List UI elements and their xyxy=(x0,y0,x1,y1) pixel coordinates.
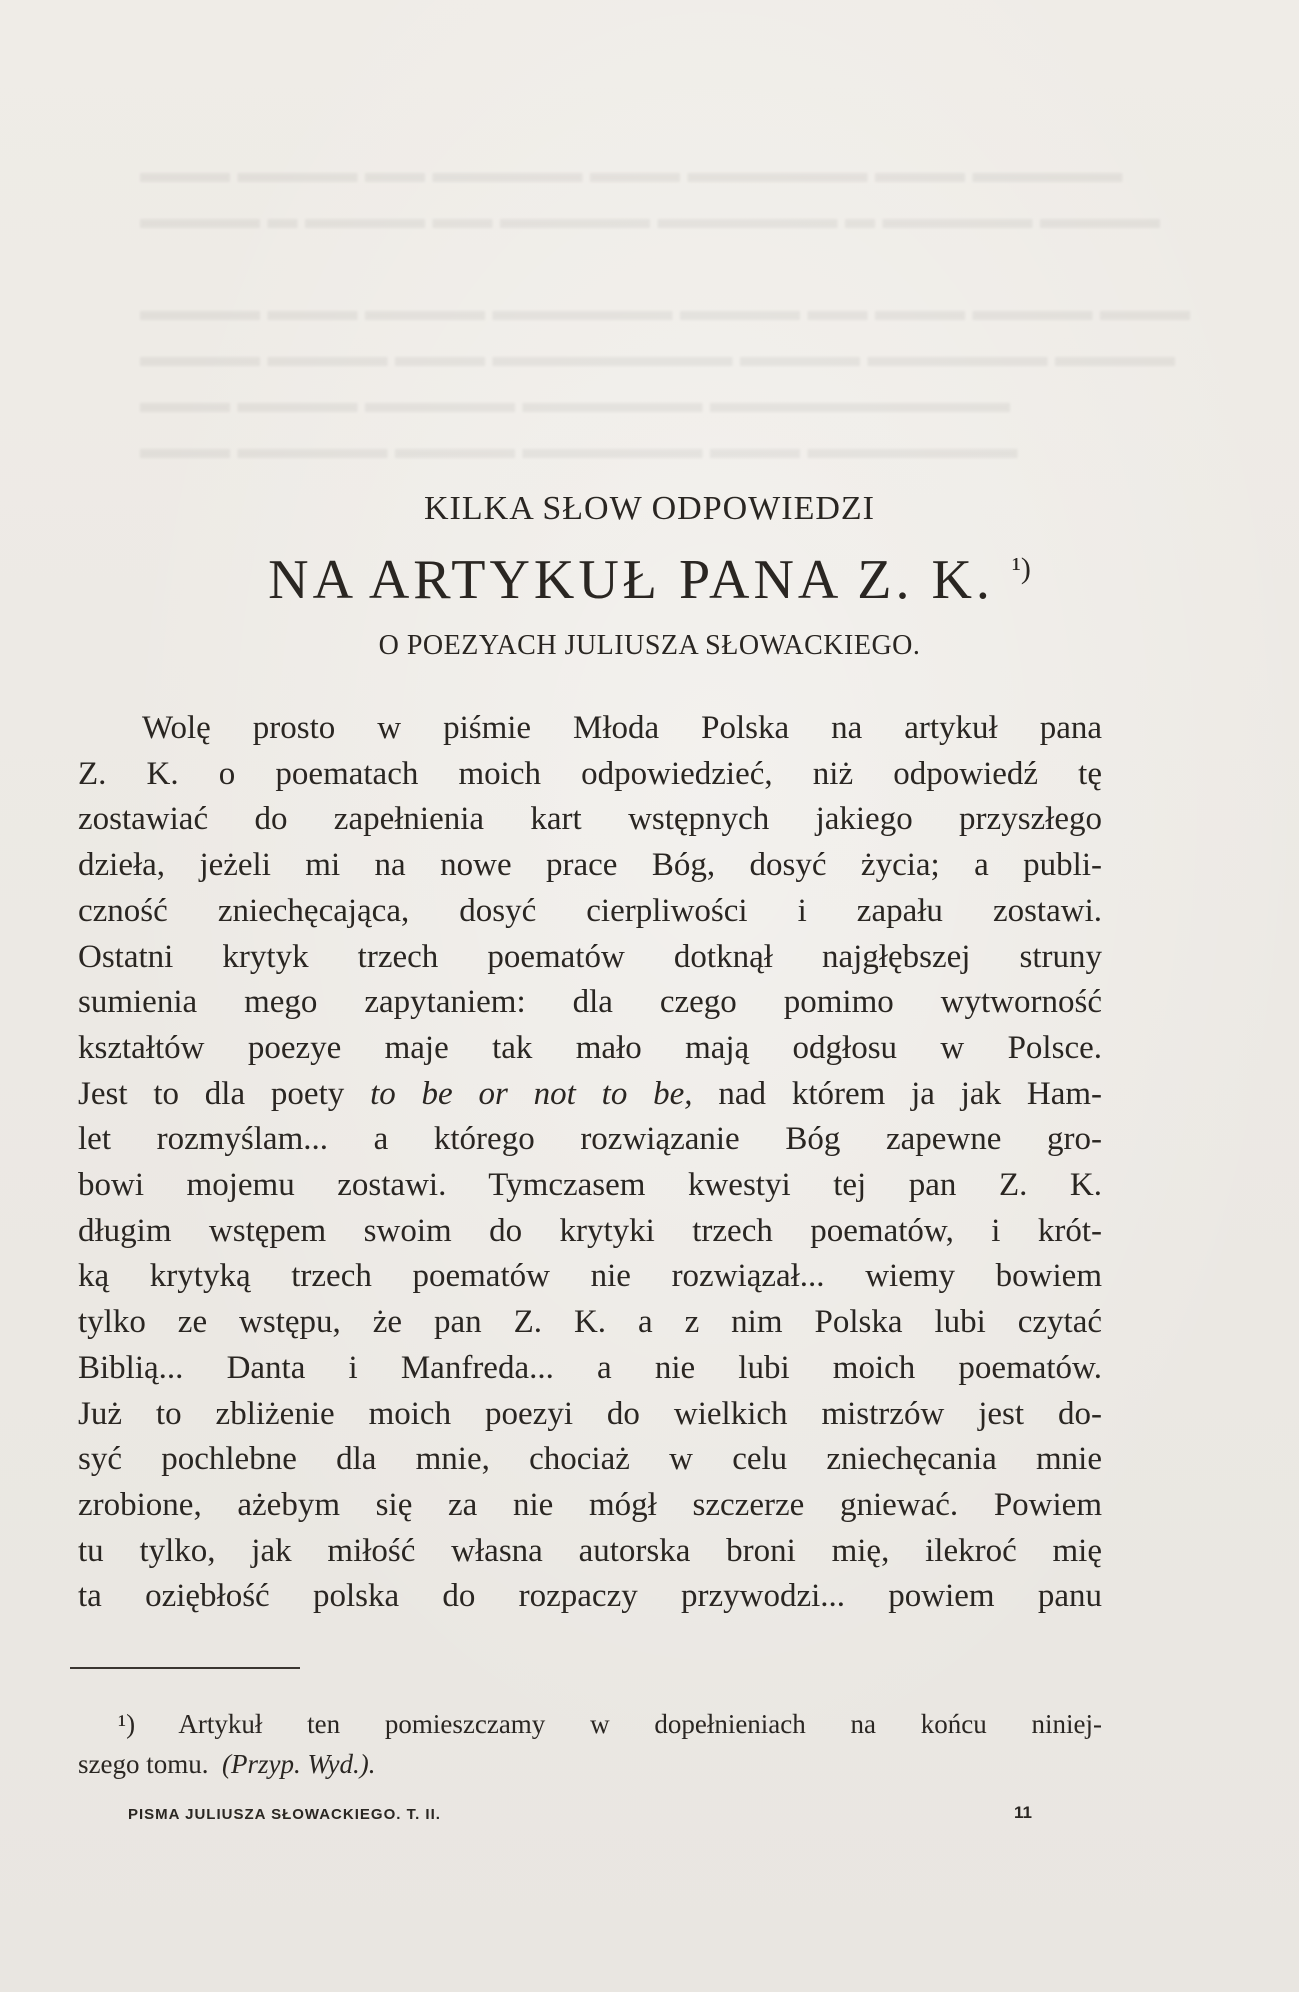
title-line-3: O POEZYACH JULIUSZA SŁOWACKIEGO. xyxy=(378,630,921,661)
main-paragraph xyxy=(78,706,1102,1620)
body-line: zostawiać do zapełnienia kart wstępnych jakiego przyszłego xyxy=(78,801,1102,838)
body-line: tylko ze wstępu, że pan Z. K. a z nim Polska lubi czytać xyxy=(78,1304,1102,1341)
body-line: ką krytyką trzech poematów nie rozwiązał... wiemy bowiem xyxy=(78,1258,1102,1295)
body-line: ta oziębłość polska do rozpaczy przywodzi... powiem panu xyxy=(78,1578,1102,1615)
title-line-1: KILKA SŁOW ODPOWIEDZI xyxy=(424,490,875,527)
footnote-line-2 xyxy=(78,1744,1102,1784)
title-line-2 xyxy=(0,548,1299,612)
body-line: Z. K. o poematach moich odpowiedzieć, niż odpowiedź tę xyxy=(78,755,1102,792)
title-line-2-text: NA ARTYKUŁ PANA Z. K. xyxy=(268,549,994,611)
body-line: czność zniechęcająca, dosyć cierpliwości i zapału zostawi. xyxy=(78,892,1102,929)
body-line: kształtów poezye maje tak mało mają odgłosu w Polsce. xyxy=(78,1029,1102,1066)
body-line-end: nad którem ja jak Ham- xyxy=(718,1075,1103,1112)
body-line: bowi mojemu zostawi. Tymczasem kwestyi tej pan Z. K. xyxy=(78,1167,1102,1204)
italic-quote: to be or not to be, xyxy=(370,1075,693,1112)
body-line: let rozmyślam... a którego rozwiązanie Bóg zapewne gro- xyxy=(78,1121,1102,1158)
body-line: syć pochlebne dla mnie, chociaż w celu zniechęcania mnie xyxy=(78,1441,1102,1478)
body-line: zrobione, ażebym się za nie mógł szczerze gniewać. Powiem xyxy=(78,1486,1102,1523)
body-line: długim wstępem swoim do krytyki trzech poematów, i krót- xyxy=(78,1212,1102,1249)
footnote xyxy=(78,1704,1102,1784)
body-line: tu tylko, jak miłość własna autorska broni mię, ilekroć mię xyxy=(78,1532,1102,1569)
footnote-reference: ¹) xyxy=(1011,552,1031,585)
footnote-divider xyxy=(70,1667,300,1669)
footnote-mark: ¹) xyxy=(118,1709,136,1739)
body-line: Ostatni krytyk trzech poematów dotknął najgłębszej struny xyxy=(78,938,1102,975)
body-line xyxy=(78,1072,1102,1118)
body-line: sumienia mego zapytaniem: dla czego pomimo wytworność xyxy=(78,984,1102,1021)
footnote-text-end: szego tomu. xyxy=(78,1749,209,1779)
bleed-through-texture: ▬▬▬ ▬▬▬▬ ▬▬ ▬▬▬▬▬ ▬▬▬ ▬▬▬▬▬▬ ▬▬▬ ▬▬▬▬▬ ▬▬▬▬ ▬ ▬▬▬▬ ▬▬ ▬▬▬▬▬ ▬▬▬▬▬▬ ▬ ▬▬▬▬▬ ▬▬▬▬ ▬▬▬▬ ▬▬▬ ▬▬▬▬ ▬▬▬▬▬▬ ▬▬▬▬ ▬▬ ▬▬▬ ▬▬▬▬ ▬▬▬ ▬▬▬▬ ▬▬▬▬ ▬▬▬ ▬▬▬▬▬▬▬▬ ▬▬▬▬ ▬▬▬▬▬▬ ▬▬▬▬ ▬▬▬ ▬▬▬▬ ▬▬▬▬▬ ▬▬▬▬▬▬ ▬▬▬▬▬▬▬▬▬▬ ▬▬▬ ▬▬▬▬▬ ▬▬▬▬ ▬▬▬▬▬▬ ▬▬▬ ▬▬▬▬▬▬▬ xyxy=(140,156,1190,465)
body-line: dzieła, jeżeli mi na nowe prace Bóg, dosyć życia; a publi- xyxy=(78,847,1102,884)
body-line-start: Jest to dla poety xyxy=(78,1075,345,1112)
footnote-line-1 xyxy=(78,1704,1102,1744)
footnote-text: Artykuł ten pomieszczamy w dopełnieniach na końcu niniej- xyxy=(178,1709,1103,1739)
body-line: Biblią... Danta i Manfreda... a nie lubi moich poematów. xyxy=(78,1349,1102,1386)
signature-mark: 11 xyxy=(1014,1803,1032,1822)
body-line: Już to zbliżenie moich poezyi do wielkich mistrzów jest do- xyxy=(78,1395,1102,1432)
editor-note: (Przyp. Wyd.). xyxy=(221,1749,376,1779)
running-footer: PISMA JULIUSZA SŁOWACKIEGO. T. II. xyxy=(128,1806,441,1823)
body-line: Wolę prosto w piśmie Młoda Polska na artykuł pana xyxy=(142,710,1102,746)
